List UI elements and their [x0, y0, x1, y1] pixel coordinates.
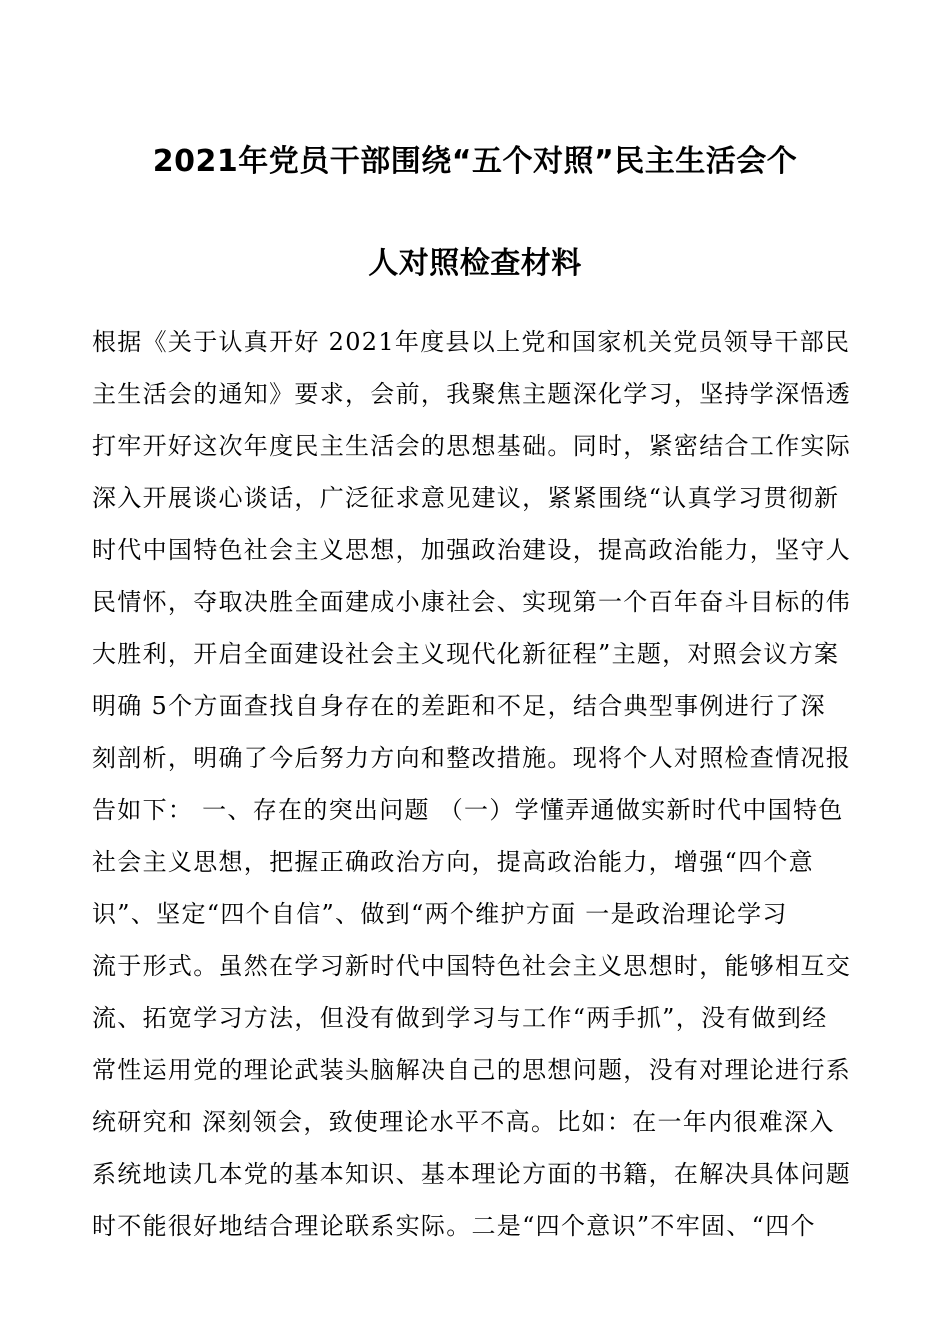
body-line-8: 明确 5个方面查找自身存在的差距和不足，结合典型事例进行了深: [92, 692, 826, 720]
document-title-line-2: 人对照检查材料: [368, 246, 582, 281]
body-line-2: 主生活会的通知》要求，会前，我聚焦主题深化学习，坚持学深悟透: [92, 380, 851, 408]
body-line-9: 刻剖析，明确了今后努力方向和整改措施。现将个人对照检查情况报: [92, 744, 851, 772]
body-line-3: 打牢开好这次年度民主生活会的思想基础。同时，紧密结合工作实际: [92, 432, 851, 460]
body-line-15: 常性运用党的理论武装头脑解决自己的思想问题，没有对理论进行系: [92, 1056, 851, 1084]
body-line-7: 大胜利，开启全面建设社会主义现代化新征程”主题，对照会议方案: [92, 640, 840, 668]
body-line-4: 深入开展谈心谈话，广泛征求意见建议，紧紧围绕“认真学习贯彻新: [92, 484, 840, 512]
body-line-6: 民情怀，夺取决胜全面建成小康社会、实现第一个百年奋斗目标的伟: [92, 588, 851, 616]
body-line-13: 流于形式。虽然在学习新时代中国特色社会主义思想时，能够相互交: [92, 952, 851, 980]
body-line-16: 统研究和 深刻领会，致使理论水平不高。比如：在一年内很难深入: [92, 1108, 835, 1136]
body-line-14: 流、拓宽学习方法，但没有做到学习与工作“两手抓”，没有做到经: [92, 1004, 828, 1032]
body-line-12: 识”、坚定“四个自信”、做到“两个维护方面 一是政治理论学习: [92, 900, 788, 928]
document-title-line-1: 2021年党员干部围绕“五个对照”民主生活会个: [152, 144, 798, 179]
body-line-5: 时代中国特色社会主义思想，加强政治建设，提高政治能力，坚守人: [92, 536, 851, 564]
body-line-17: 系统地读几本党的基本知识、基本理论方面的书籍，在解决具体问题: [92, 1160, 851, 1188]
body-line-18: 时不能很好地结合理论联系实际。二是“四个意识”不牢固、“四个: [92, 1212, 816, 1240]
body-line-10: 告如下： 一、存在的突出问题 （一）学懂弄通做实新时代中国特色: [92, 796, 844, 824]
body-line-1: 根据《关于认真开好 2021年度县以上党和国家机关党员领导干部民: [92, 328, 851, 356]
body-line-11: 社会主义思想，把握正确政治方向，提高政治能力，增强“四个意: [92, 848, 814, 876]
